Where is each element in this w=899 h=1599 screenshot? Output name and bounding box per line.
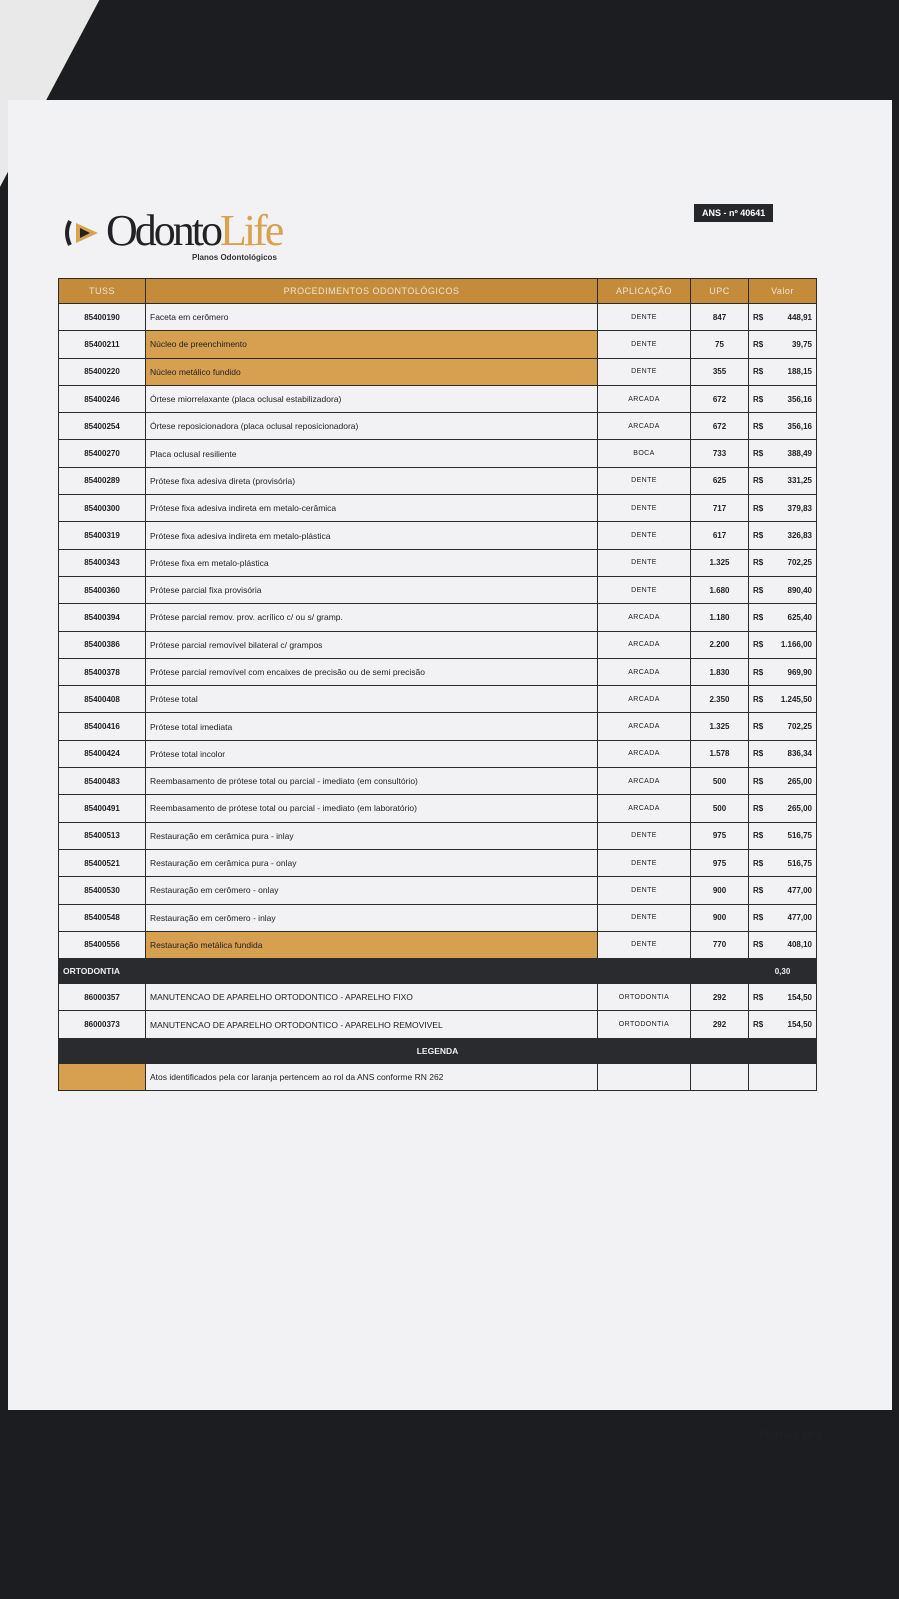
value-cell [749,358,817,385]
logo-tooth-icon [64,213,104,253]
value-amount: 331,25 [787,476,812,486]
currency-symbol: R$ [753,367,764,377]
application: BOCA [598,440,691,467]
tuss-code: 85400394 [59,604,146,631]
procedure-description: Núcleo de preenchimento [146,331,598,358]
table-row [59,849,817,876]
upc-value: 1.325 [691,549,749,576]
value-amount: 408,10 [787,940,812,950]
tuss-code: 85400190 [59,304,146,331]
value-amount: 188,15 [787,367,812,377]
tuss-code: 85400319 [59,522,146,549]
currency-symbol: R$ [753,694,764,704]
value-cell [749,440,817,467]
procedure-description: Restauração em cerômero - inlay [146,904,598,931]
procedure-description: Prótese fixa adesiva indireta em metalo-cerâmica [146,495,598,522]
tuss-code: 85400300 [59,495,146,522]
application: DENTE [598,822,691,849]
currency-symbol: R$ [753,558,764,568]
currency-symbol: R$ [753,312,764,322]
tuss-code: 86000373 [59,1011,146,1038]
table-row [59,740,817,767]
logo-main-text: Odonto [106,206,220,255]
application: DENTE [598,522,691,549]
application: DENTE [598,358,691,385]
tuss-code: 85400483 [59,768,146,795]
value-amount: 1.245,50 [780,694,812,704]
procedure-description: Reembasamento de prótese total ou parcial - imediato (em consultório) [146,768,598,795]
currency-symbol: R$ [753,831,764,841]
tuss-code: 85400416 [59,713,146,740]
value-cell [749,877,817,904]
value-amount: 265,00 [787,803,812,813]
table-row [59,877,817,904]
value-amount: 477,00 [787,913,812,923]
table-row [59,768,817,795]
value-cell [749,304,817,331]
tuss-code: 85400521 [59,849,146,876]
application: ARCADA [598,740,691,767]
procedure-description: Reembasamento de prótese total ou parcial - imediato (em laboratório) [146,795,598,822]
application: ARCADA [598,604,691,631]
value-amount: 356,16 [787,421,812,431]
application: DENTE [598,849,691,876]
value-cell [749,931,817,958]
currency-symbol: R$ [753,722,764,732]
tuss-code: 85400289 [59,467,146,494]
procedure-description: Prótese total [146,686,598,713]
legend-empty-cell [691,1063,749,1090]
value-cell [749,658,817,685]
value-amount: 890,40 [787,585,812,595]
application: DENTE [598,576,691,603]
tuss-code: 85400211 [59,331,146,358]
value-cell [749,686,817,713]
currency-symbol: R$ [753,476,764,486]
tuss-code: 85400386 [59,631,146,658]
value-cell [749,740,817,767]
tuss-code: 85400343 [59,549,146,576]
value-amount: 516,75 [787,831,812,841]
currency-symbol: R$ [753,394,764,404]
upc-value: 1.180 [691,604,749,631]
application: DENTE [598,467,691,494]
tuss-code: 85400548 [59,904,146,931]
value-amount: 702,25 [787,722,812,732]
upc-value: 1.680 [691,576,749,603]
ortho-rows [59,984,817,1039]
table-row [59,467,817,494]
tuss-code: 85400408 [59,686,146,713]
upc-value: 770 [691,931,749,958]
tuss-code: 85400513 [59,822,146,849]
currency-symbol: R$ [753,667,764,677]
ans-badge: ANS - nº 40641 [694,204,773,222]
currency-symbol: R$ [753,913,764,923]
value-amount: 625,40 [787,612,812,622]
value-amount: 516,75 [787,858,812,868]
value-cell [749,549,817,576]
table-row [59,904,817,931]
upc-value: 625 [691,467,749,494]
currency-symbol: R$ [753,992,764,1002]
ortho-section-label: ORTODONTIA [59,959,749,984]
tuss-code: 86000357 [59,984,146,1011]
tuss-code: 85400378 [59,658,146,685]
procedure-description: Prótese parcial fixa provisória [146,576,598,603]
value-amount: 1.166,00 [780,640,812,650]
upc-value: 672 [691,413,749,440]
legend-text: Atos identificados pela cor laranja pertencem ao rol da ANS conforme RN 262 [146,1063,598,1090]
application: ORTODONTIA [598,1011,691,1038]
value-cell [749,604,817,631]
value-cell [749,331,817,358]
currency-symbol: R$ [753,749,764,759]
table-row [59,304,817,331]
value-cell [749,467,817,494]
table-header-row [59,279,817,304]
header-tuss: TUSS [59,279,146,304]
table-row [59,358,817,385]
application: DENTE [598,331,691,358]
tuss-code: 85400254 [59,413,146,440]
currency-symbol: R$ [753,612,764,622]
value-amount: 39,75 [791,339,812,349]
procedure-description: MANUTENCAO DE APARELHO ORTODONTICO - APARELHO FIXO [146,984,598,1011]
application: DENTE [598,495,691,522]
value-cell [749,822,817,849]
upc-value: 292 [691,984,749,1011]
upc-value: 500 [691,768,749,795]
currency-symbol: R$ [753,503,764,513]
odontolife-logo [64,205,294,265]
procedure-description: Prótese fixa adesiva indireta em metalo-plástica [146,522,598,549]
application: ARCADA [598,658,691,685]
value-amount: 477,00 [787,885,812,895]
legend-row [59,1063,817,1090]
application: ARCADA [598,385,691,412]
value-amount: 388,49 [787,449,812,459]
value-cell [749,849,817,876]
table-row [59,713,817,740]
tuss-code: 85400360 [59,576,146,603]
currency-symbol: R$ [753,885,764,895]
upc-value: 75 [691,331,749,358]
currency-symbol: R$ [753,339,764,349]
value-cell [749,495,817,522]
page-number: Página 6 de 6 [760,1430,822,1441]
upc-value: 900 [691,877,749,904]
table-row [59,686,817,713]
value-cell [749,984,817,1011]
application: ARCADA [598,413,691,440]
value-amount: 448,91 [787,312,812,322]
application: ARCADA [598,686,691,713]
value-cell [749,795,817,822]
currency-symbol: R$ [753,776,764,786]
upc-value: 2.200 [691,631,749,658]
application: DENTE [598,877,691,904]
application: ARCADA [598,631,691,658]
upc-value: 500 [691,795,749,822]
currency-symbol: R$ [753,640,764,650]
procedure-description: Restauração em cerâmica pura - onlay [146,849,598,876]
table-row [59,1011,817,1038]
table-row [59,631,817,658]
table-row [59,822,817,849]
value-amount: 154,50 [787,1020,812,1030]
application: DENTE [598,931,691,958]
procedure-description: Prótese parcial removível com encaixes de precisão ou de semi precisão [146,658,598,685]
procedure-description: Prótese parcial removível bilateral c/ grampos [146,631,598,658]
tuss-code: 85400491 [59,795,146,822]
procedure-description: Faceta em cerômero [146,304,598,331]
procedure-description: Restauração metálica fundida [146,931,598,958]
upc-value: 975 [691,822,749,849]
document-page [8,100,892,1441]
upc-value: 355 [691,358,749,385]
value-amount: 265,00 [787,776,812,786]
upc-value: 1.578 [691,740,749,767]
procedures-body [59,304,817,959]
application: ORTODONTIA [598,984,691,1011]
application: ARCADA [598,768,691,795]
logo-accent-text: Life [220,206,282,255]
value-amount: 836,34 [787,749,812,759]
upc-value: 975 [691,849,749,876]
value-cell [749,576,817,603]
table-row [59,331,817,358]
legend-body [59,1038,817,1090]
value-amount: 969,90 [787,667,812,677]
upc-value: 2.350 [691,686,749,713]
upc-value: 617 [691,522,749,549]
currency-symbol: R$ [753,585,764,595]
header-application: APLICAÇÃO [598,279,691,304]
tuss-code: 85400270 [59,440,146,467]
procedure-description: Órtese reposicionadora (placa oclusal reposicionadora) [146,413,598,440]
currency-symbol: R$ [753,531,764,541]
upc-value: 1.325 [691,713,749,740]
header-value: Valor [749,279,817,304]
ortho-factor: 0,30 [749,959,817,984]
upc-value: 847 [691,304,749,331]
table-row [59,413,817,440]
logo-wordmark [106,205,281,256]
value-cell [749,631,817,658]
value-amount: 326,83 [787,531,812,541]
application: DENTE [598,904,691,931]
ortho-body [59,959,817,984]
value-cell [749,413,817,440]
value-cell [749,385,817,412]
table-row [59,931,817,958]
legend-empty-cell [749,1063,817,1090]
procedure-description: Prótese fixa em metalo-plástica [146,549,598,576]
logo-subtitle: Planos Odontológicos [192,253,277,262]
currency-symbol: R$ [753,449,764,459]
currency-symbol: R$ [753,421,764,431]
application: ARCADA [598,795,691,822]
table-row [59,495,817,522]
table-row [59,984,817,1011]
application: DENTE [598,549,691,576]
table-row [59,522,817,549]
value-cell [749,713,817,740]
procedure-description: Órtese miorrelaxante (placa oclusal estabilizadora) [146,385,598,412]
currency-symbol: R$ [753,803,764,813]
tuss-code: 85400424 [59,740,146,767]
tuss-code: 85400220 [59,358,146,385]
currency-symbol: R$ [753,858,764,868]
value-amount: 154,50 [787,992,812,1002]
application: DENTE [598,304,691,331]
value-amount: 379,83 [787,503,812,513]
procedure-description: Restauração em cerâmica pura - inlay [146,822,598,849]
currency-symbol: R$ [753,1020,764,1030]
upc-value: 900 [691,904,749,931]
procedure-description: Prótese total imediata [146,713,598,740]
legend-title: LEGENDA [59,1038,817,1063]
value-amount: 356,16 [787,394,812,404]
legend-empty-cell [598,1063,691,1090]
header-procedures: PROCEDIMENTOS ODONTOLÓGICOS [146,279,598,304]
table-row [59,385,817,412]
legend-title-row [59,1038,817,1063]
table-row [59,658,817,685]
application: ARCADA [598,713,691,740]
table-row [59,440,817,467]
value-cell [749,1011,817,1038]
upc-value: 292 [691,1011,749,1038]
procedure-description: Prótese fixa adesiva direta (provisória) [146,467,598,494]
procedure-description: Prótese parcial remov. prov. acrílico c/ ou s/ gramp. [146,604,598,631]
value-amount: 702,25 [787,558,812,568]
upc-value: 1.830 [691,658,749,685]
ortho-section-row [59,959,817,984]
table-row [59,795,817,822]
value-cell [749,904,817,931]
upc-value: 717 [691,495,749,522]
procedure-description: Núcleo metálico fundido [146,358,598,385]
tuss-code: 85400246 [59,385,146,412]
procedure-description: Placa oclusal resiliente [146,440,598,467]
currency-symbol: R$ [753,940,764,950]
upc-value: 733 [691,440,749,467]
legend-orange-swatch [59,1063,146,1090]
procedure-description: Restauração em cerômero - onlay [146,877,598,904]
procedure-description: Prótese total incolor [146,740,598,767]
value-cell [749,522,817,549]
table-row [59,576,817,603]
header-upc: UPC [691,279,749,304]
upc-value: 672 [691,385,749,412]
tuss-code: 85400556 [59,931,146,958]
tuss-code: 85400530 [59,877,146,904]
procedures-table [58,278,817,1091]
procedure-description: MANUTENCAO DE APARELHO ORTODONTICO - APARELHO REMOVIVEL [146,1011,598,1038]
value-cell [749,768,817,795]
table-row [59,604,817,631]
table-row [59,549,817,576]
